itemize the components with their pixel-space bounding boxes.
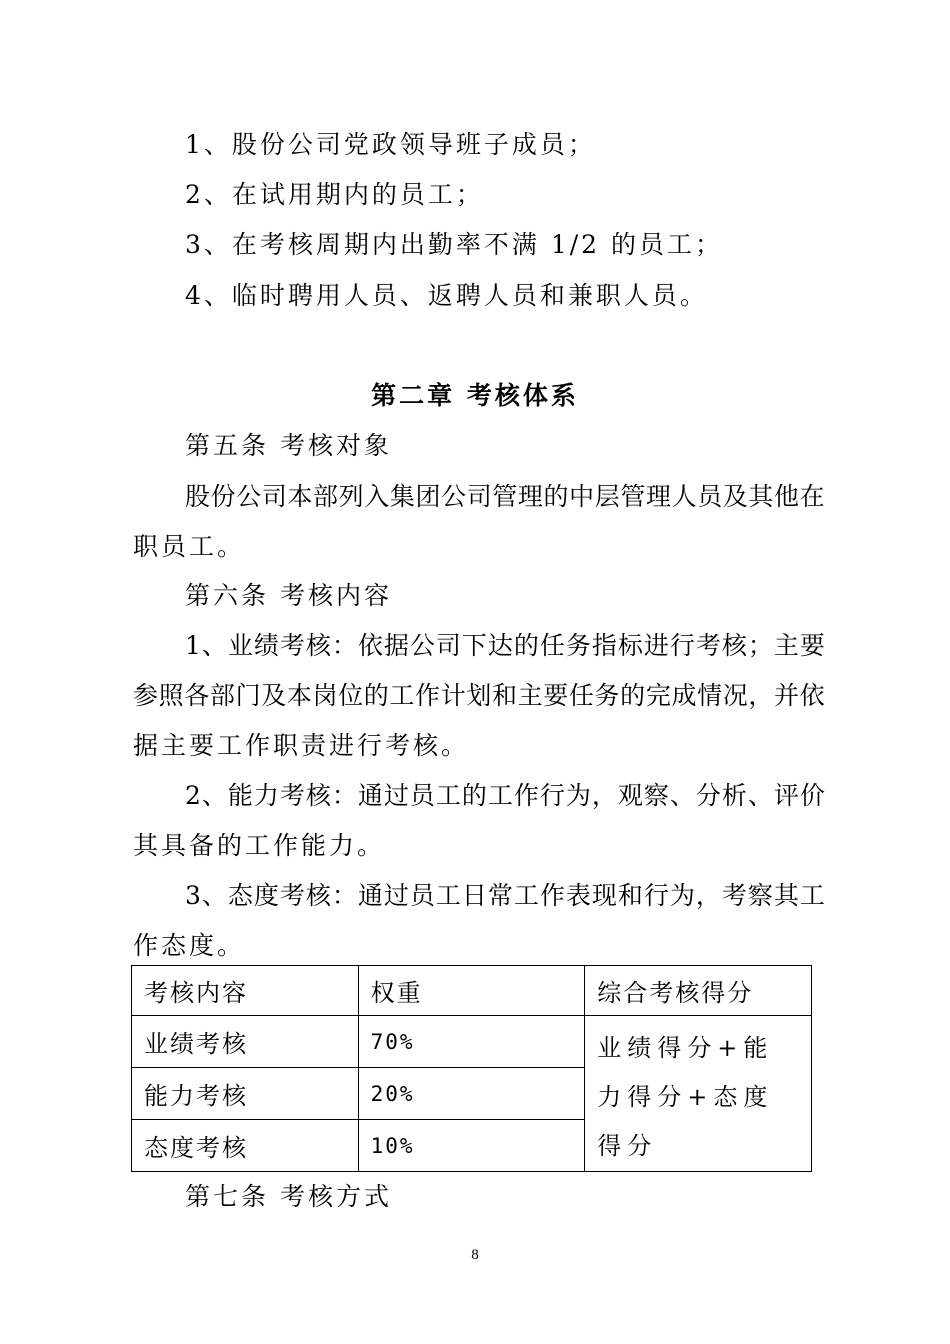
article5-paragraph-line1: 股 份 公 司 本 部 列 入 集 团 公 司 管 理 的 中 层 管 理 人 员 及 其 他 在 [185,482,825,511]
article6-item1-line3: 据主要工作职责进行考核。 [133,731,470,760]
list-item-2: 2、在试用期内的员工； [185,180,484,209]
article5-paragraph-line2: 职员工。 [133,532,246,561]
table-cell-total-formula: 业绩得分+能力得分+态度得分 [585,1016,812,1172]
list-item-4: 4、临时聘用人员、返聘人员和兼职人员。 [185,281,708,310]
list-item-1: 1、股份公司党政领导班子成员； [185,130,596,159]
table-header-cell: 综合考核得分 [585,966,812,1016]
article6-item2-line1: 2 、 能 力 考 核 ： 通 过 员 工 的 工 作 行 为 ， 观 察 、 分 析 、 评 价 [185,781,825,810]
article5-title: 第五条 考核对象 [185,431,392,460]
article6-item2-line2: 其具备的工作能力。 [133,831,386,860]
article6-item1-line1: 1 、 业 绩 考 核 ： 依 据 公 司 下 达 的 任 务 指 标 进 行 考 核 ； 主 要 [185,631,825,660]
assessment-weight-table [131,965,812,1172]
table-row [132,1016,812,1068]
article7-title: 第七条 考核方式 [185,1182,392,1211]
list-item-3: 3、在考核周期内出勤率不满 1/2 的员工； [185,230,724,259]
article6-item3-line1: 3 、 态 度 考 核 ： 通 过 员 工 日 常 工 作 表 现 和 行 为 ， 考 察 其 工 [185,881,825,910]
table-cell-category: 业绩考核 [132,1016,359,1068]
table-header-cell: 权重 [358,966,585,1016]
table-cell-weight: 70% [358,1016,585,1068]
table-cell-category: 能力考核 [132,1068,359,1120]
page-number: 8 [471,1247,479,1263]
table-cell-category: 态度考核 [132,1120,359,1172]
table-cell-weight: 20% [358,1068,585,1120]
table-header-row [132,966,812,1016]
article6-item3-line2: 作态度。 [133,931,246,960]
table-header-cell: 考核内容 [132,966,359,1016]
article6-title: 第六条 考核内容 [185,581,392,610]
table-cell-weight: 10% [358,1120,585,1172]
article6-item1-line2: 参 照 各 部 门 及 本 岗 位 的 工 作 计 划 和 主 要 任 务 的 完 成 情 况 ， 并 依 [133,681,825,710]
chapter-title: 第二章 考核体系 [371,381,579,410]
